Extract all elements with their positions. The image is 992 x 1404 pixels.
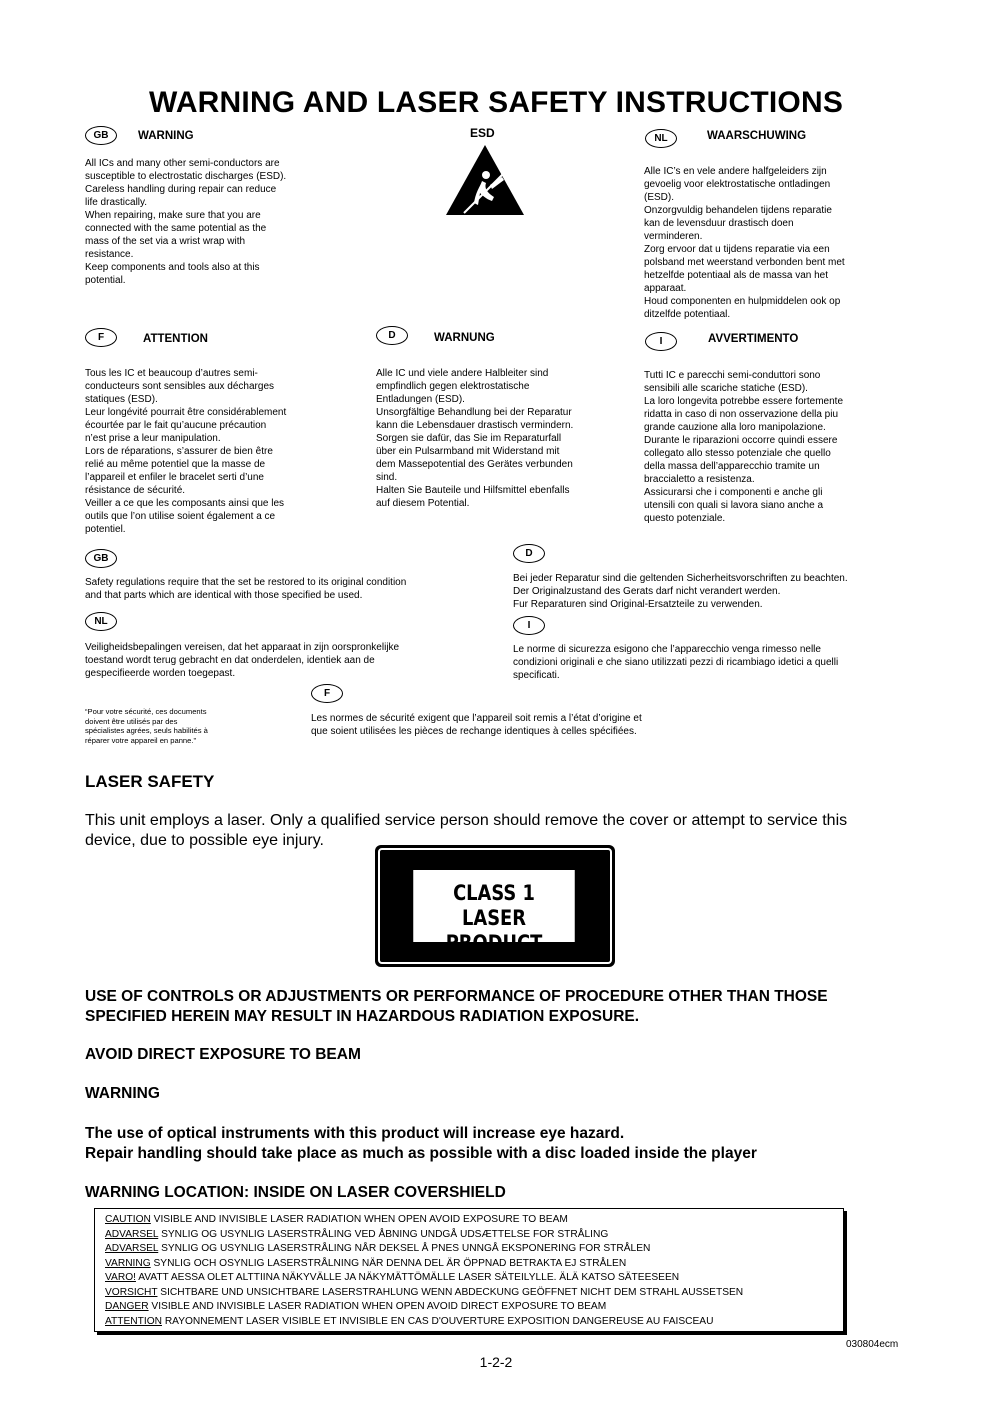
warning-line: VORSICHT SICHTBARE UND UNSICHTBARE LASERSTRAHLUNG WENN ABDECKUNG GEÖFFNET NICHT DEM STRAHL AUSSETSEN	[105, 1286, 744, 1298]
f-attention-text: Tous les IC et beaucoup d’autres semi- conducteurs sont sensibles aux décharges statiques (ESD). Leur longévité pourrait être considérablement écourtée par le fait qu’aucune précaution n’est prise a leur manipulation. Lors de réparations, s’assurer de bien être relié au même potentiel que la masse de l’appareil et enfiler le bracelet serti d’une résistance de sécurité. Veiller a ce que les composants ainsi que les outils que l’on utilise soient également a ce potentiel.	[85, 368, 287, 535]
laser-safety-heading: LASER SAFETY	[85, 772, 215, 791]
document-code: 030804ecm	[846, 1339, 899, 1350]
laser-warning-heading: WARNING	[85, 1085, 160, 1102]
esd-warning-triangle-icon	[444, 143, 526, 217]
warning-line: VARNING SYNLIG OCH OSYNLIG LASERSTRÅLNING NÄR DENNA DEL ÄR ÖPPNAD BETRAKTA EJ STRÅLEN	[105, 1257, 627, 1269]
gb-warning-heading: WARNING	[138, 130, 194, 142]
d-warnung-heading: WARNUNG	[434, 332, 495, 344]
f-note-text: “Pour votre sécurité, ces documents doivent être utilisés par des spécialistes agrées, seuls habilités à réparer votre appareil en panne.”	[85, 707, 208, 746]
class1-laser-label	[375, 845, 615, 967]
badge-i: I	[645, 332, 677, 351]
warning-line: ADVARSEL SYNLIG OG USYNLIG LASERSTRÅLING NÅR DEKSEL Å PNES UNNGÅ EKSPONERING FOR STRÅLEN	[105, 1243, 651, 1254]
laser-warning-label-box	[94, 1208, 844, 1332]
warning-line: CAUTION VISIBLE AND INVISIBLE LASER RADIATION WHEN OPEN AVOID EXPOSURE TO BEAM	[105, 1214, 568, 1225]
f-regulations-text: Les normes de sécurité exigent que l’appareil soit remis a l’état d’origine et que soient utilisées les pièces de rechange identiques à celles spécifiées.	[311, 713, 642, 737]
warning-line: DANGER VISIBLE AND INVISIBLE LASER RADIATION WHEN OPEN AVOID DIRECT EXPOSURE TO BEAM	[105, 1301, 607, 1312]
nl-regulations-text: Veiligheidsbepalingen vereisen, dat het apparaat in zijn oorspronkelijke toestand wordt terug gebracht en dat onderdelen, identiek aan de gespecifieerde worden toegepast.	[85, 642, 400, 679]
i-regulations-text: Le norme di sicurezza esigono che l’apparecchio venga rimesso nelle condizioni originali e che siano utilizzati pezzi di ricambiago idetici a quelli specificati.	[513, 644, 839, 681]
laser-intro-text: This unit employs a laser. Only a qualified service person should remove the cover or attempt to service this device, due to possible eye injury.	[85, 812, 848, 849]
badge-f: F	[85, 328, 117, 347]
warning-line: ADVARSEL SYNLIG OG USYNLIG LASERSTRÅLING VED ÅBNING UNDGÅ UDSÆTTELSE FOR STRÅLING	[105, 1228, 609, 1240]
f-attention-heading: ATTENTION	[143, 333, 208, 345]
nl-warning-text: Alle IC’s en vele andere halfgeleiders zijn gevoelig voor elektrostatische ontladingen (ESD). Onzorgvuldig behandelen tijdens reparatie kan de levensduur drastisch doen verminderen. Zorg ervoor dat u tijdens reparatie via een polsband met weerstand verbonden bent met hetzelfde potentiaal als de massa van het apparaat. Houd componenten en hulpmiddelen ook op ditzelfde potentiaal.	[644, 166, 845, 320]
label-line-laser-product: LASER PRODUCT	[445, 906, 543, 955]
repair-handling-text: Repair handling should take place as much as possible with a disc loaded inside the player	[85, 1145, 757, 1162]
badge-f-regulations: F	[311, 684, 343, 703]
use-of-controls-text: USE OF CONTROLS OR ADJUSTMENTS OR PERFORMANCE OF PROCEDURE OTHER THAN THOSE SPECIFIED HEREIN MAY RESULT IN HAZARDOUS RADIATION EXPOSURE.	[85, 988, 828, 1025]
optical-instruments-text: The use of optical instruments with this product will increase eye hazard.	[85, 1125, 625, 1142]
label-line-class1: CLASS 1	[453, 881, 535, 905]
d-regulations-text: Bei jeder Reparatur sind die geltenden Sicherheitsvorschriften zu beachten. Der Originalzustand des Gerats darf nicht verandert werden. Fur Reparaturen sind Original-Ersatzteile zu verwenden.	[513, 573, 848, 610]
badge-nl: NL	[645, 129, 677, 148]
badge-gb: GB	[85, 126, 117, 145]
badge-d-regulations: D	[513, 544, 545, 563]
esd-label: ESD	[470, 126, 495, 140]
badge-gb-regulations: GB	[85, 549, 117, 568]
page-number: 1-2-2	[479, 1354, 513, 1370]
avoid-exposure-text: AVOID DIRECT EXPOSURE TO BEAM	[85, 1046, 361, 1063]
d-warnung-text: Alle IC und viele andere Halbleiter sind empfindlich gegen elektrostatische Entladungen (ESD). Unsorgfältige Behandlung bei der Reparatur kann die Lebensdauer drastisch vermindern. Sorgen sie dafür, das Sie im Reparaturfall über ein Pulsarmband mit Widerstand mit dem Massepotential des Gerätes verbunden sind. Halten Sie Bauteile und Hilfsmittel ebenfalls auf diesem Potential.	[376, 368, 574, 509]
badge-nl-regulations: NL	[85, 612, 117, 631]
nl-warning-heading: WAARSCHUWING	[707, 130, 807, 142]
i-avvertimento-text: Tutti IC e parecchi semi-conduttori sono sensibili alle scariche statiche (ESD). La loro longevita potrebbe essere fortemente ridatta in caso di non osservazione della piu grande cauzione alla loro manipolazione. Durante le riparazioni occorre quindi essere collegato allo stesso potenziale che quello della massa dell’apparecchio tramite un braccialetto a resistenza. Assicurarsi che i componenti e anche gli utensili con quali si lavora siano anche a questo potenziale.	[644, 370, 844, 524]
page-title: WARNING AND LASER SAFETY INSTRUCTIONS	[148, 86, 844, 119]
gb-regulations-text: Safety regulations require that the set be restored to its original condition and that parts which are identical with those specified be used.	[85, 577, 407, 601]
warning-location-text: WARNING LOCATION: INSIDE ON LASER COVERSHIELD	[85, 1184, 506, 1201]
warning-line: ATTENTION RAYONNEMENT LASER VISIBLE ET INVISIBLE EN CAS D'OUVERTURE EXPOSITION DANGEREUSE AU FAISCEAU	[105, 1315, 714, 1327]
gb-warning-text: All ICs and many other semi-conductors are susceptible to electrostatic discharges (ESD). Careless handling during repair can reduce life drastically. When repairing, make sure that you are connected with the same potential as the mass of the set via a wrist wrap with resistance. Keep components and tools also at this potential.	[85, 158, 287, 286]
i-avvertimento-heading: AVVERTIMENTO	[708, 333, 799, 345]
badge-i-regulations: I	[513, 616, 545, 635]
warning-line: VARO! AVATT AESSA OLET ALTTIINA NÄKYVÄLLE JA NÄKYMÄTTÖMÄLLE LASER SÄTEILYLLE. ÄLÄ KATSO SÄTEESEEN	[105, 1272, 680, 1283]
badge-d: D	[376, 326, 408, 345]
